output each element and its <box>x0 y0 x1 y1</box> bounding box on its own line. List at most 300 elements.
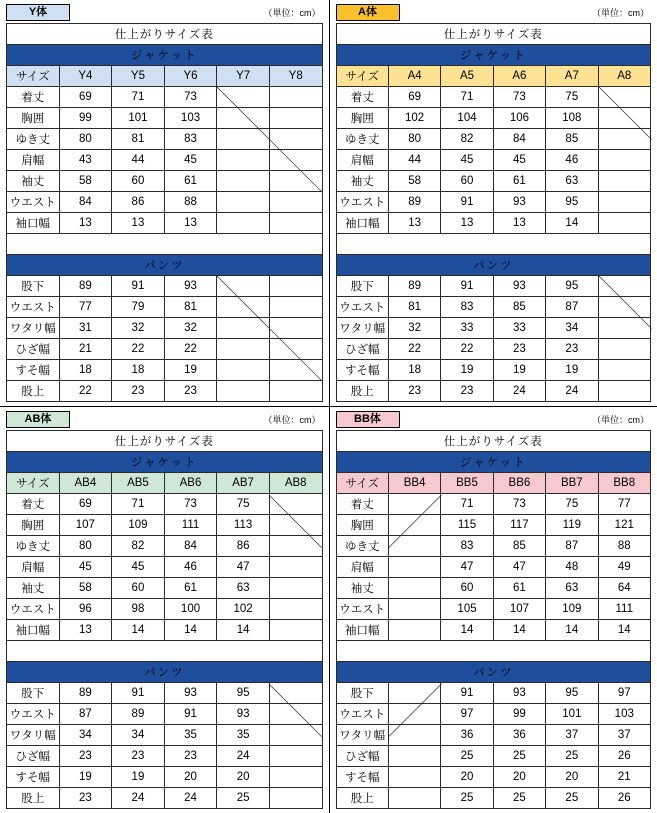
pants-cell-r0-c0: 89 <box>388 276 440 297</box>
row-label-jacket-2: ゆき丈 <box>336 536 388 557</box>
body-type-badge: AB体 <box>6 411 70 428</box>
size-header-Y6: Y6 <box>164 66 217 87</box>
row-label-pants-4: すそ幅 <box>336 767 388 788</box>
jacket-cell-r3-c2: 45 <box>164 150 217 171</box>
jacket-cell-r4-c2: 61 <box>164 171 217 192</box>
pants-cell-r1-c4: 103 <box>598 704 650 725</box>
jacket-cell-r0-c0: 69 <box>59 494 112 515</box>
jacket-cell-r4-c3: 63 <box>217 578 270 599</box>
spacer <box>336 234 651 255</box>
pants-cell-r3-c4 <box>269 339 322 360</box>
pants-cell-r0-c1: 91 <box>441 276 493 297</box>
pants-cell-r3-c2: 23 <box>493 339 545 360</box>
jacket-cell-r1-c3: 108 <box>546 108 598 129</box>
row-label-pants-0: 股下 <box>7 683 60 704</box>
pants-cell-r3-c3 <box>217 339 270 360</box>
jacket-cell-r6-c0: 13 <box>59 213 112 234</box>
pants-cell-r0-c0: 89 <box>59 276 112 297</box>
row-label-jacket-5: ウエスト <box>7 192 60 213</box>
pants-cell-r1-c4 <box>269 297 322 318</box>
unit-note: （単位：cm） <box>264 6 323 19</box>
jacket-cell-r2-c0: 80 <box>388 129 440 150</box>
jacket-cell-r2-c4: 88 <box>598 536 650 557</box>
size-header-A5: A5 <box>441 66 493 87</box>
jacket-cell-r1-c3: 119 <box>546 515 598 536</box>
row-label-pants-1: ウエスト <box>336 704 388 725</box>
row-label-jacket-3: 肩幅 <box>336 557 388 578</box>
pants-cell-r0-c2: 93 <box>493 276 545 297</box>
size-label-header: サイズ <box>7 66 60 87</box>
pants-cell-r5-c1: 23 <box>112 381 165 402</box>
jacket-cell-r4-c3: 63 <box>546 578 598 599</box>
row-label-jacket-0: 着丈 <box>336 494 388 515</box>
pants-cell-r0-c4 <box>269 276 322 297</box>
pants-cell-r3-c0 <box>388 746 440 767</box>
jacket-cell-r6-c4: 14 <box>598 620 650 641</box>
jacket-cell-r6-c2: 14 <box>493 620 545 641</box>
pants-cell-r3-c2: 22 <box>164 339 217 360</box>
size-header-BB4: BB4 <box>388 473 440 494</box>
row-label-jacket-3: 肩幅 <box>7 150 60 171</box>
jacket-cell-r2-c3: 86 <box>217 536 270 557</box>
jacket-cell-r4-c1: 60 <box>441 578 493 599</box>
block-header-y <box>6 4 323 20</box>
pants-cell-r3-c2: 25 <box>493 746 545 767</box>
pants-cell-r3-c0: 23 <box>59 746 112 767</box>
pants-cell-r0-c0: 89 <box>59 683 112 704</box>
jacket-cell-r5-c0: 89 <box>388 192 440 213</box>
size-header-AB8: AB8 <box>269 473 322 494</box>
row-label-jacket-2: ゆき丈 <box>336 129 388 150</box>
size-header-Y5: Y5 <box>112 66 165 87</box>
pants-cell-r4-c1: 19 <box>441 360 493 381</box>
pants-cell-r1-c2: 81 <box>164 297 217 318</box>
row-label-jacket-1: 胸囲 <box>336 515 388 536</box>
jacket-cell-r5-c2: 88 <box>164 192 217 213</box>
jacket-cell-r2-c4 <box>269 536 322 557</box>
row-label-pants-0: 股下 <box>336 683 388 704</box>
jacket-cell-r6-c4 <box>598 213 650 234</box>
row-label-jacket-0: 着丈 <box>7 494 60 515</box>
row-label-jacket-5: ウエスト <box>7 599 60 620</box>
row-label-jacket-6: 袖口幅 <box>7 620 60 641</box>
jacket-cell-r5-c0: 96 <box>59 599 112 620</box>
jacket-cell-r5-c1: 86 <box>112 192 165 213</box>
spacer <box>336 641 651 662</box>
pants-cell-r1-c0: 87 <box>59 704 112 725</box>
jacket-cell-r4-c3 <box>217 171 270 192</box>
pants-cell-r4-c3: 20 <box>546 767 598 788</box>
pants-cell-r0-c2: 93 <box>493 683 545 704</box>
size-label-header: サイズ <box>7 473 60 494</box>
pants-cell-r2-c1: 36 <box>441 725 493 746</box>
pants-cell-r2-c0: 31 <box>59 318 112 339</box>
pants-cell-r2-c0: 34 <box>59 725 112 746</box>
row-label-pants-5: 股上 <box>336 381 388 402</box>
section-header-jacket: ジャケット <box>7 45 323 66</box>
pants-cell-r3-c0: 21 <box>59 339 112 360</box>
pants-cell-r4-c2: 19 <box>164 360 217 381</box>
row-label-pants-2: ワタリ幅 <box>7 318 60 339</box>
jacket-cell-r1-c4 <box>269 515 322 536</box>
jacket-cell-r1-c2: 103 <box>164 108 217 129</box>
jacket-cell-r6-c1: 13 <box>441 213 493 234</box>
jacket-cell-r4-c1: 60 <box>441 171 493 192</box>
jacket-cell-r3-c2: 46 <box>164 557 217 578</box>
pants-cell-r5-c3: 24 <box>546 381 598 402</box>
row-label-pants-3: ひざ幅 <box>7 339 60 360</box>
row-label-jacket-6: 袖口幅 <box>336 620 388 641</box>
section-header-pants: パンツ <box>7 255 323 276</box>
jacket-cell-r3-c3: 47 <box>217 557 270 578</box>
size-label-header: サイズ <box>336 66 388 87</box>
body-type-badge: A体 <box>336 4 400 21</box>
pants-cell-r1-c0: 77 <box>59 297 112 318</box>
jacket-cell-r6-c2: 13 <box>164 213 217 234</box>
jacket-cell-r0-c2: 73 <box>164 494 217 515</box>
size-header-BB6: BB6 <box>493 473 545 494</box>
pants-cell-r0-c2: 93 <box>164 683 217 704</box>
jacket-cell-r3-c2: 47 <box>493 557 545 578</box>
size-header-Y8: Y8 <box>269 66 322 87</box>
jacket-cell-r0-c1: 71 <box>112 494 165 515</box>
jacket-cell-r4-c2: 61 <box>493 578 545 599</box>
jacket-cell-r5-c4 <box>269 192 322 213</box>
size-header-A8: A8 <box>598 66 650 87</box>
size-label-header: サイズ <box>336 473 388 494</box>
row-label-jacket-4: 袖丈 <box>336 171 388 192</box>
jacket-cell-r5-c4 <box>269 599 322 620</box>
jacket-cell-r4-c3: 63 <box>546 171 598 192</box>
section-header-pants: パンツ <box>336 255 651 276</box>
jacket-cell-r4-c1: 60 <box>112 171 165 192</box>
jacket-cell-r5-c1: 91 <box>441 192 493 213</box>
jacket-cell-r5-c3: 102 <box>217 599 270 620</box>
pants-cell-r2-c3: 34 <box>546 318 598 339</box>
pants-cell-r4-c0: 19 <box>59 767 112 788</box>
jacket-cell-r0-c3: 75 <box>546 87 598 108</box>
jacket-cell-r6-c0: 13 <box>59 620 112 641</box>
jacket-cell-r0-c2: 73 <box>493 87 545 108</box>
pants-cell-r2-c4 <box>269 318 322 339</box>
pants-cell-r5-c1: 25 <box>441 788 493 809</box>
size-header-AB5: AB5 <box>112 473 165 494</box>
jacket-cell-r5-c3: 95 <box>546 192 598 213</box>
pants-cell-r4-c3: 20 <box>217 767 270 788</box>
jacket-cell-r2-c2: 84 <box>164 536 217 557</box>
jacket-cell-r1-c0: 99 <box>59 108 112 129</box>
jacket-cell-r1-c3 <box>217 108 270 129</box>
jacket-cell-r4-c4: 64 <box>598 578 650 599</box>
jacket-cell-r1-c0: 107 <box>59 515 112 536</box>
pants-cell-r5-c2: 25 <box>493 788 545 809</box>
pants-cell-r4-c2: 20 <box>164 767 217 788</box>
jacket-cell-r3-c4 <box>269 150 322 171</box>
jacket-cell-r4-c4 <box>598 171 650 192</box>
size-header-A6: A6 <box>493 66 545 87</box>
pants-cell-r5-c0: 22 <box>59 381 112 402</box>
jacket-cell-r6-c0 <box>388 620 440 641</box>
section-header-pants: パンツ <box>336 662 651 683</box>
row-label-pants-2: ワタリ幅 <box>336 725 388 746</box>
pants-cell-r3-c3: 25 <box>546 746 598 767</box>
jacket-cell-r4-c0: 58 <box>59 578 112 599</box>
pants-cell-r2-c4 <box>598 318 650 339</box>
size-chart-block-a <box>329 0 657 406</box>
jacket-cell-r2-c0 <box>388 536 440 557</box>
jacket-cell-r4-c2: 61 <box>164 578 217 599</box>
block-header-a <box>336 4 652 20</box>
pants-cell-r3-c1: 22 <box>112 339 165 360</box>
row-label-pants-0: 股下 <box>336 276 388 297</box>
row-label-jacket-0: 着丈 <box>336 87 388 108</box>
pants-cell-r3-c1: 22 <box>441 339 493 360</box>
row-label-jacket-6: 袖口幅 <box>336 213 388 234</box>
pants-cell-r4-c4: 21 <box>598 767 650 788</box>
jacket-cell-r1-c1: 115 <box>441 515 493 536</box>
row-label-pants-1: ウエスト <box>7 297 60 318</box>
pants-cell-r3-c3: 23 <box>546 339 598 360</box>
row-label-jacket-1: 胸囲 <box>7 108 60 129</box>
pants-cell-r1-c1: 97 <box>441 704 493 725</box>
row-label-pants-5: 股上 <box>7 788 60 809</box>
jacket-cell-r0-c2: 73 <box>164 87 217 108</box>
size-header-BB5: BB5 <box>441 473 493 494</box>
jacket-cell-r5-c4: 111 <box>598 599 650 620</box>
jacket-cell-r0-c0 <box>388 494 440 515</box>
pants-cell-r0-c1: 91 <box>441 683 493 704</box>
row-label-pants-1: ウエスト <box>7 704 60 725</box>
body-type-badge: Y体 <box>6 4 70 21</box>
jacket-cell-r3-c1: 45 <box>441 150 493 171</box>
pants-cell-r3-c0: 22 <box>388 339 440 360</box>
size-header-Y4: Y4 <box>59 66 112 87</box>
jacket-cell-r2-c0: 80 <box>59 129 112 150</box>
jacket-cell-r3-c0: 45 <box>59 557 112 578</box>
pants-cell-r2-c2: 33 <box>493 318 545 339</box>
pants-cell-r4-c0: 18 <box>59 360 112 381</box>
jacket-cell-r2-c2: 83 <box>164 129 217 150</box>
pants-cell-r0-c3: 95 <box>546 276 598 297</box>
jacket-cell-r1-c1: 104 <box>441 108 493 129</box>
jacket-cell-r5-c2: 100 <box>164 599 217 620</box>
pants-cell-r5-c2: 24 <box>493 381 545 402</box>
size-header-A4: A4 <box>388 66 440 87</box>
jacket-cell-r5-c0: 84 <box>59 192 112 213</box>
pants-cell-r2-c2: 32 <box>164 318 217 339</box>
pants-cell-r5-c0 <box>388 788 440 809</box>
jacket-cell-r0-c3 <box>217 87 270 108</box>
row-label-pants-2: ワタリ幅 <box>7 725 60 746</box>
size-header-AB4: AB4 <box>59 473 112 494</box>
row-label-pants-4: すそ幅 <box>7 360 60 381</box>
jacket-cell-r3-c0 <box>388 557 440 578</box>
jacket-cell-r1-c0 <box>388 515 440 536</box>
jacket-cell-r6-c4 <box>269 620 322 641</box>
size-header-A7: A7 <box>546 66 598 87</box>
jacket-cell-r3-c1: 47 <box>441 557 493 578</box>
pants-cell-r1-c3 <box>217 297 270 318</box>
row-label-pants-1: ウエスト <box>336 297 388 318</box>
jacket-cell-r4-c0: 58 <box>388 171 440 192</box>
pants-cell-r0-c2: 93 <box>164 276 217 297</box>
jacket-cell-r0-c1: 71 <box>441 87 493 108</box>
row-label-jacket-5: ウエスト <box>336 599 388 620</box>
body-type-badge: BB体 <box>336 411 400 428</box>
pants-cell-r4-c1: 20 <box>441 767 493 788</box>
pants-cell-r5-c3: 25 <box>546 788 598 809</box>
size-header-BB7: BB7 <box>546 473 598 494</box>
pants-cell-r4-c0 <box>388 767 440 788</box>
pants-cell-r4-c1: 19 <box>112 767 165 788</box>
table-title: 仕上がりサイズ表 <box>7 431 323 452</box>
row-label-jacket-1: 胸囲 <box>7 515 60 536</box>
finished-size-table-ab <box>6 430 323 809</box>
pants-cell-r2-c4 <box>269 725 322 746</box>
pants-cell-r5-c0: 23 <box>388 381 440 402</box>
jacket-cell-r3-c1: 44 <box>112 150 165 171</box>
jacket-cell-r1-c3: 113 <box>217 515 270 536</box>
jacket-cell-r1-c2: 117 <box>493 515 545 536</box>
jacket-cell-r0-c2: 73 <box>493 494 545 515</box>
block-header-ab <box>6 411 323 427</box>
pants-cell-r2-c3: 37 <box>546 725 598 746</box>
pants-cell-r2-c0: 32 <box>388 318 440 339</box>
size-header-Y7: Y7 <box>217 66 270 87</box>
jacket-cell-r2-c2: 84 <box>493 129 545 150</box>
jacket-cell-r1-c1: 109 <box>112 515 165 536</box>
block-header-bb <box>336 411 652 427</box>
jacket-cell-r6-c1: 14 <box>441 620 493 641</box>
jacket-cell-r3-c3: 46 <box>546 150 598 171</box>
pants-cell-r2-c1: 32 <box>112 318 165 339</box>
jacket-cell-r6-c3: 14 <box>546 620 598 641</box>
jacket-cell-r6-c3 <box>217 213 270 234</box>
jacket-cell-r4-c0 <box>388 578 440 599</box>
pants-cell-r2-c3: 35 <box>217 725 270 746</box>
jacket-cell-r3-c3 <box>217 150 270 171</box>
jacket-cell-r1-c2: 106 <box>493 108 545 129</box>
pants-cell-r2-c2: 35 <box>164 725 217 746</box>
jacket-cell-r0-c1: 71 <box>112 87 165 108</box>
pants-cell-r5-c2: 23 <box>164 381 217 402</box>
size-header-AB6: AB6 <box>164 473 217 494</box>
table-title: 仕上がりサイズ表 <box>336 431 651 452</box>
pants-cell-r1-c3: 93 <box>217 704 270 725</box>
jacket-cell-r0-c4 <box>269 87 322 108</box>
unit-note: （単位：cm） <box>592 6 651 19</box>
row-label-jacket-4: 袖丈 <box>7 171 60 192</box>
pants-cell-r0-c1: 91 <box>112 683 165 704</box>
jacket-cell-r2-c4 <box>269 129 322 150</box>
jacket-cell-r6-c3: 14 <box>546 213 598 234</box>
pants-cell-r1-c1: 89 <box>112 704 165 725</box>
pants-cell-r2-c1: 33 <box>441 318 493 339</box>
pants-cell-r4-c4 <box>269 767 322 788</box>
row-label-jacket-5: ウエスト <box>336 192 388 213</box>
jacket-cell-r6-c2: 13 <box>493 213 545 234</box>
jacket-cell-r0-c0: 69 <box>59 87 112 108</box>
size-chart-block-ab <box>0 406 329 813</box>
pants-cell-r1-c1: 79 <box>112 297 165 318</box>
row-label-pants-3: ひざ幅 <box>336 746 388 767</box>
pants-cell-r4-c4 <box>269 360 322 381</box>
jacket-cell-r3-c0: 44 <box>388 150 440 171</box>
jacket-cell-r1-c4 <box>598 108 650 129</box>
jacket-cell-r3-c1: 45 <box>112 557 165 578</box>
table-title: 仕上がりサイズ表 <box>336 24 651 45</box>
jacket-cell-r3-c0: 43 <box>59 150 112 171</box>
spacer <box>7 641 323 662</box>
jacket-cell-r4-c1: 60 <box>112 578 165 599</box>
row-label-pants-0: 股下 <box>7 276 60 297</box>
pants-cell-r5-c1: 23 <box>441 381 493 402</box>
jacket-cell-r2-c1: 81 <box>112 129 165 150</box>
pants-cell-r4-c0: 18 <box>388 360 440 381</box>
jacket-cell-r2-c3 <box>217 129 270 150</box>
pants-cell-r4-c3: 19 <box>546 360 598 381</box>
jacket-cell-r3-c3: 48 <box>546 557 598 578</box>
pants-cell-r3-c1: 23 <box>112 746 165 767</box>
pants-cell-r4-c1: 18 <box>112 360 165 381</box>
jacket-cell-r3-c2: 45 <box>493 150 545 171</box>
spacer <box>7 234 323 255</box>
jacket-cell-r2-c2: 85 <box>493 536 545 557</box>
jacket-cell-r5-c1: 98 <box>112 599 165 620</box>
row-label-pants-2: ワタリ幅 <box>336 318 388 339</box>
jacket-cell-r2-c0: 80 <box>59 536 112 557</box>
pants-cell-r2-c3 <box>217 318 270 339</box>
jacket-cell-r0-c0: 69 <box>388 87 440 108</box>
jacket-cell-r4-c4 <box>269 578 322 599</box>
jacket-cell-r5-c4 <box>598 192 650 213</box>
pants-cell-r2-c4: 37 <box>598 725 650 746</box>
pants-cell-r1-c0: 81 <box>388 297 440 318</box>
jacket-cell-r5-c2: 93 <box>493 192 545 213</box>
finished-size-table-y <box>6 23 323 402</box>
jacket-cell-r4-c0: 58 <box>59 171 112 192</box>
pants-cell-r5-c4 <box>269 788 322 809</box>
table-title: 仕上がりサイズ表 <box>7 24 323 45</box>
pants-cell-r0-c4: 97 <box>598 683 650 704</box>
pants-cell-r5-c4: 26 <box>598 788 650 809</box>
row-label-pants-4: すそ幅 <box>336 360 388 381</box>
pants-cell-r3-c3: 24 <box>217 746 270 767</box>
section-header-pants: パンツ <box>7 662 323 683</box>
pants-cell-r3-c2: 23 <box>164 746 217 767</box>
size-chart-block-y <box>0 0 329 406</box>
pants-cell-r3-c4 <box>598 339 650 360</box>
row-label-jacket-2: ゆき丈 <box>7 129 60 150</box>
row-label-jacket-2: ゆき丈 <box>7 536 60 557</box>
row-label-jacket-3: 肩幅 <box>336 150 388 171</box>
jacket-cell-r6-c1: 14 <box>112 620 165 641</box>
row-label-pants-4: すそ幅 <box>7 767 60 788</box>
jacket-cell-r0-c4 <box>269 494 322 515</box>
jacket-cell-r0-c3: 75 <box>217 494 270 515</box>
row-label-pants-5: 股上 <box>7 381 60 402</box>
jacket-cell-r6-c1: 13 <box>112 213 165 234</box>
row-label-jacket-4: 袖丈 <box>336 578 388 599</box>
pants-cell-r0-c4 <box>269 683 322 704</box>
pants-cell-r5-c1: 24 <box>112 788 165 809</box>
pants-cell-r1-c2: 85 <box>493 297 545 318</box>
jacket-cell-r0-c4 <box>598 87 650 108</box>
jacket-cell-r6-c4 <box>269 213 322 234</box>
pants-cell-r3-c1: 25 <box>441 746 493 767</box>
jacket-cell-r2-c3: 85 <box>546 129 598 150</box>
size-header-AB7: AB7 <box>217 473 270 494</box>
